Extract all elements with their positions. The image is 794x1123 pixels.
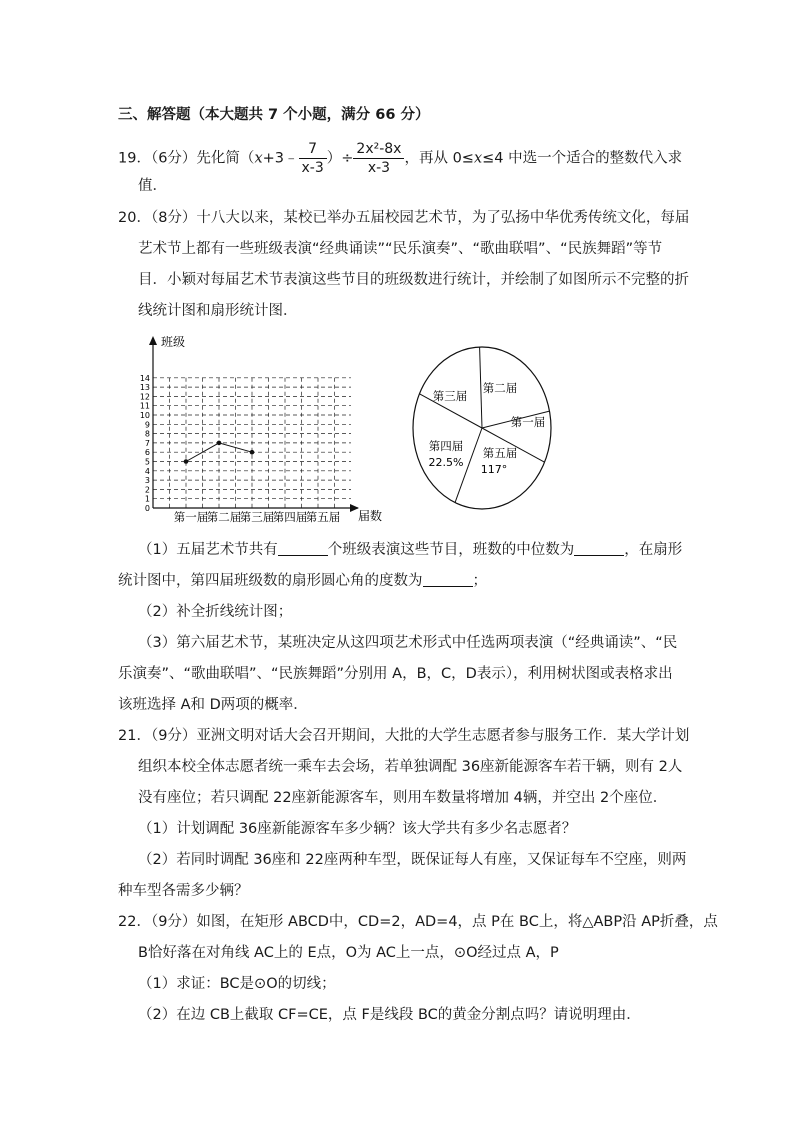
answer-blank-total[interactable] bbox=[278, 541, 328, 556]
y-tick-label: 11 bbox=[139, 401, 150, 411]
q19-line2: 值． bbox=[138, 178, 167, 194]
y-tick-label: 3 bbox=[144, 476, 150, 486]
x-tick-labels bbox=[174, 510, 341, 524]
pie-labels bbox=[429, 381, 546, 476]
pie-label: 第四届 bbox=[428, 439, 464, 453]
y-tick-label: 14 bbox=[139, 373, 150, 383]
answer-blank-median[interactable] bbox=[574, 541, 624, 556]
y-tick-label: 12 bbox=[139, 392, 150, 402]
pie-annotation: 22.5% bbox=[428, 456, 464, 469]
q20-p1b: 个班级表演这些节目，班数的中位数为 bbox=[327, 542, 575, 558]
answer-blank-angle[interactable] bbox=[423, 572, 473, 587]
q20-line4: 线统计图和扇形统计图． bbox=[138, 303, 298, 319]
q21-line2: 组织本校全体志愿者统一乘车去会场，若单独调配 36座新能源客车若干辆，则有 2人 bbox=[138, 759, 683, 775]
q19-close-div: ）÷ bbox=[326, 150, 354, 167]
q19-fraction-1 bbox=[299, 140, 327, 177]
x-tick-label: 第二届 bbox=[206, 510, 242, 524]
series-point bbox=[184, 459, 189, 464]
q19-fraction-2 bbox=[353, 140, 404, 177]
q19-rest3: ≤4 中选一个适合的整数代入求 bbox=[482, 150, 683, 167]
series-point bbox=[250, 450, 255, 455]
q20-part3-line3: 该班选择 A和 D两项的概率． bbox=[118, 697, 308, 713]
x-tick-label: 第三届 bbox=[239, 510, 275, 524]
y-tick-label: 6 bbox=[144, 448, 150, 458]
q19-frac1-num: 7 bbox=[308, 141, 318, 157]
line-chart bbox=[128, 330, 393, 530]
q20-line3: 目．小颖对每届艺术节表演这些节目的班级数进行统计，并绘制了如图所示不完整的折 bbox=[138, 272, 689, 288]
series-point bbox=[217, 441, 222, 446]
q20-part1-line1 bbox=[138, 541, 682, 559]
q22-part2: （2）在边 CB上截取 CF=CE，点 F是线段 BC的黄金分割点吗？请说明理由． bbox=[138, 1007, 641, 1023]
q19-var-x2: x bbox=[473, 150, 483, 167]
q20-part1-line2 bbox=[118, 572, 487, 590]
pie-divider bbox=[480, 347, 482, 428]
q21-part2-line1: （2）若同时调配 36座和 22座两种车型，既保证每人有座，又保证每车不空座，则两 bbox=[138, 852, 687, 868]
x-tick-label: 第五届 bbox=[305, 510, 341, 524]
q20-line2: 艺术节上都有一些班级表演“经典诵读”“民乐演奏”、“歌曲联唱”、“民族舞蹈”等节 bbox=[138, 241, 663, 257]
q20-p1a: （1）五届艺术节共有 bbox=[138, 542, 278, 558]
y-tick-label: 4 bbox=[144, 466, 150, 476]
q19-frac2-den: x-3 bbox=[353, 158, 404, 177]
y-tick-label: 8 bbox=[144, 429, 150, 439]
q20-p1e: ； bbox=[472, 573, 487, 589]
q21-part2-line2: 种车型各需多少辆？ bbox=[118, 883, 249, 899]
q20-part2: （2）补全折线统计图； bbox=[138, 604, 293, 620]
q21-line3: 没有座位；若只调配 22座新能源客车，则用车数量将增加 4辆，并空出 2个座位． bbox=[138, 790, 668, 806]
q21-line1: 21．（9分）亚洲文明对话大会召开期间，大批的大学生志愿者参与服务工作．某大学计划 bbox=[118, 728, 690, 744]
y-tick-label: 2 bbox=[144, 485, 150, 495]
q20-p1d: 统计图中，第四届班级数的扇形圆心角的度数为 bbox=[118, 573, 423, 589]
x-axis-label: 届数 bbox=[358, 509, 383, 523]
pie-label: 第二届 bbox=[482, 381, 518, 395]
y-tick-label: 10 bbox=[139, 411, 150, 420]
q20-part3-line1: （3）第六届艺术节，某班决定从这四项艺术形式中任选两项表演（“经典诵读”、“民 bbox=[138, 635, 678, 651]
q22-line1: 22．（9分）如图，在矩形 ABCD中，CD=2，AD=4，点 P在 BC上，将△ABP沿 AP折叠，点 bbox=[118, 914, 718, 930]
section-title: 三、解答题（本大题共 7 个小题，满分 66 分） bbox=[118, 107, 430, 123]
y-axis-label: 班级 bbox=[161, 335, 186, 349]
q19-frac1-den: x-3 bbox=[299, 158, 327, 177]
y-tick-label: 0 bbox=[144, 504, 150, 513]
pie-label: 第三届 bbox=[432, 389, 468, 403]
y-tick-labels bbox=[140, 374, 150, 513]
q19-frac2-num: 2x²-8x bbox=[356, 141, 402, 157]
q20-p1c: ，在扇形 bbox=[624, 542, 683, 558]
q22-line2: B恰好落在对角线 AC上的 E点，O为 AC上一点，⊙O经过点 A，P bbox=[138, 945, 559, 961]
q19-rest1: ，再从 0≤ bbox=[404, 150, 474, 167]
y-tick-label: 1 bbox=[144, 494, 150, 504]
q21-part1: （1）计划调配 36座新能源客车多少辆？该大学共有多少名志愿者？ bbox=[138, 821, 577, 837]
q22-part1: （1）求证：BC是⊙O的切线； bbox=[138, 976, 336, 992]
y-tick-label: 5 bbox=[144, 457, 150, 467]
y-axis-arrow bbox=[149, 336, 157, 345]
pie-annotation: 117° bbox=[480, 463, 508, 476]
q19-line1 bbox=[118, 140, 682, 177]
y-tick-label: 9 bbox=[144, 420, 150, 430]
q19-number: 19．（6分）先化简（ bbox=[118, 150, 255, 167]
pie-label: 第一届 bbox=[510, 415, 546, 429]
pie-label: 第五届 bbox=[482, 446, 518, 460]
pie-chart bbox=[412, 340, 557, 510]
y-tick-label: 13 bbox=[139, 383, 150, 393]
q19-plus3: +3﹣ bbox=[262, 150, 299, 167]
q19-var-x: x bbox=[254, 150, 263, 167]
q20-part3-line2: 乐演奏”、“歌曲联唱”、“民族舞蹈”分别用 A，B，C，D表示），利用树状图或表格求出 bbox=[118, 666, 673, 682]
chart-grid bbox=[153, 378, 351, 508]
x-tick-label: 第四届 bbox=[272, 510, 308, 524]
y-tick-label: 7 bbox=[144, 438, 150, 448]
q20-line1: 20．（8分）十八大以来，某校已举办五届校园艺术节，为了弘扬中华优秀传统文化，每届 bbox=[118, 210, 690, 226]
x-tick-label: 第一届 bbox=[173, 510, 209, 524]
